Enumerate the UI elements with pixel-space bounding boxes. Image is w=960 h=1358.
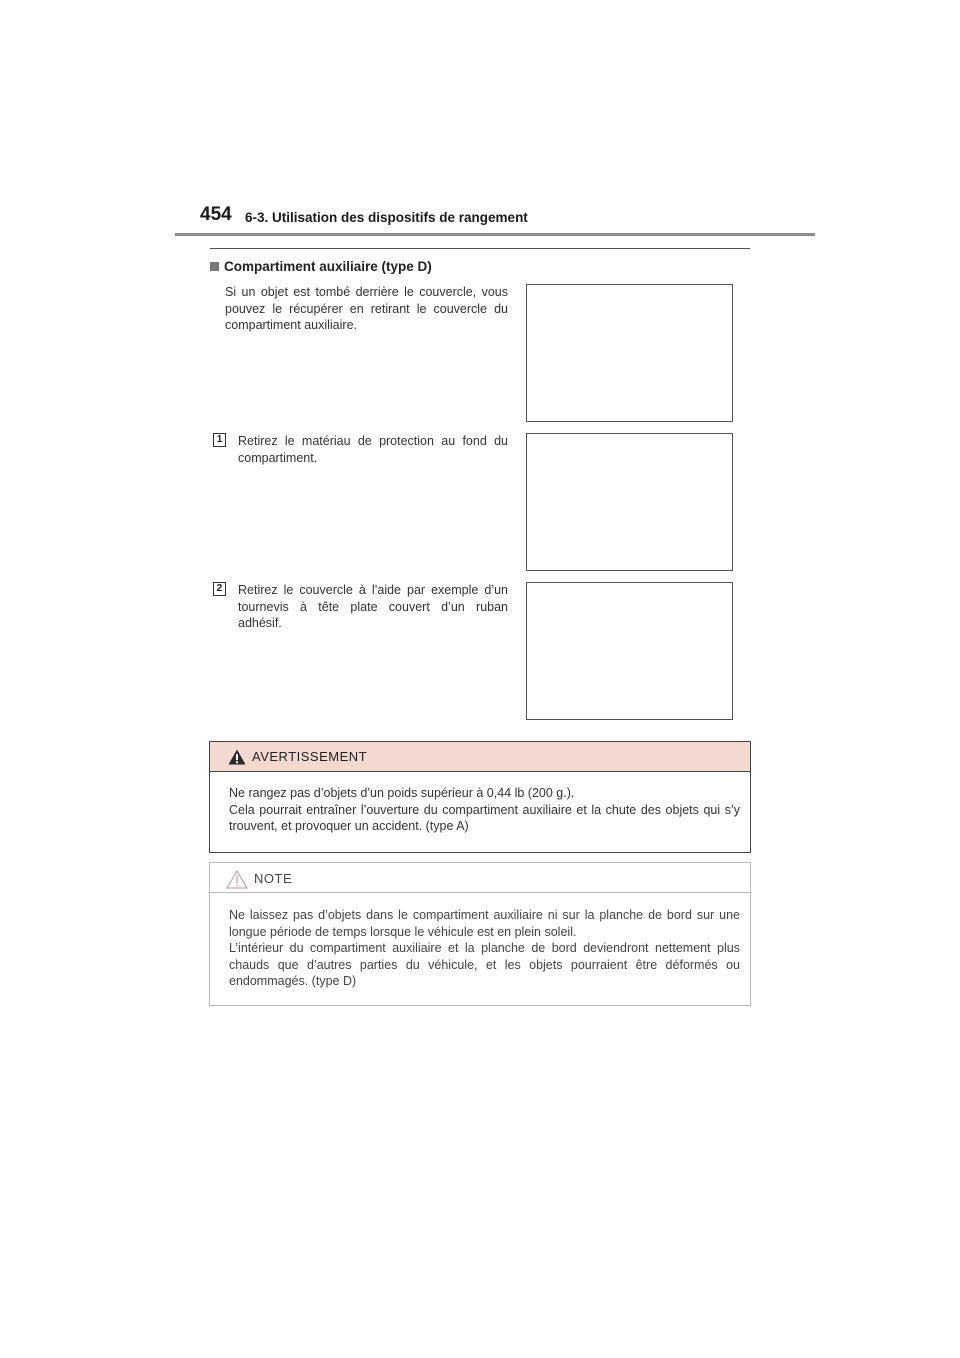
note-text [229, 907, 740, 990]
warning-line-1: Ne rangez pas d’objets d’un poids supérieur à 0,44 lb (200 g.). [229, 786, 575, 800]
warning-header [210, 742, 750, 772]
note-box [209, 862, 751, 1006]
warning-triangle-icon [228, 749, 246, 765]
square-bullet-icon [210, 262, 219, 271]
chapter-title: 6-3. Utilisation des dispositifs de rangement [245, 210, 528, 225]
header-rule [175, 233, 815, 236]
caution-triangle-outline-icon [226, 870, 248, 889]
page-number: 454 [200, 204, 232, 225]
illustration-step-2 [526, 582, 733, 720]
step-number-2: 2 [213, 582, 226, 596]
section-divider [210, 248, 750, 249]
step-text-2: Retirez le couvercle à l’aide par exemple d’un tournevis à tête plate couvert d’un ruban adhésif. [238, 583, 508, 630]
illustration-step-1 [526, 433, 733, 571]
note-line-1: Ne laissez pas d’objets dans le compartiment auxiliaire ni sur la planche de bord sur une longue période de temps lorsque le véhicule est en plein soleil. [229, 908, 740, 939]
section-intro: Si un objet est tombé derrière le couvercle, vous pouvez le récupérer en retirant le couvercle du compartiment auxiliaire. [225, 285, 508, 332]
warning-line-2: Cela pourrait entraîner l’ouverture du compartiment auxiliaire et la chute des objets qui s’y trouvent, et provoquer un accident. (type A) [229, 802, 740, 833]
section-title [210, 259, 432, 274]
warning-title: AVERTISSEMENT [252, 749, 368, 764]
section-title-text: Compartiment auxiliaire (type D) [224, 259, 432, 274]
note-header [210, 863, 750, 893]
warning-box [209, 741, 751, 853]
warning-text [229, 785, 740, 835]
note-title: NOTE [254, 871, 293, 886]
illustration-compartment [526, 284, 733, 422]
step-number-1: 1 [213, 433, 226, 447]
page-header [175, 200, 815, 236]
step-text-1: Retirez le matériau de protection au fond du compartiment. [238, 434, 508, 465]
note-line-2: L’intérieur du compartiment auxiliaire et la planche de bord deviendront nettement plus chauds que d’autres parties du véhicule, et les objets pourraient être déformés ou endommagés. (type D) [229, 941, 740, 988]
